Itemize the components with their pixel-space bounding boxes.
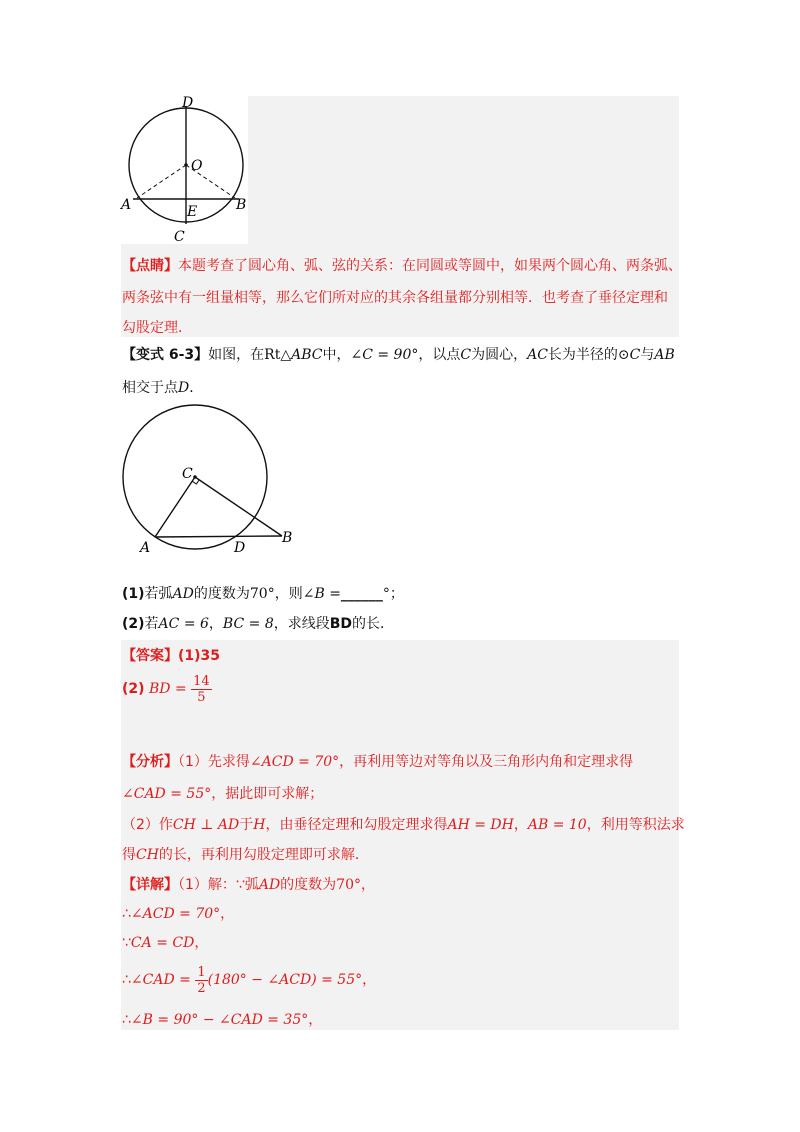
comment-line-2: 两条弦中有一组量相等，那么它们所对应的其余各组量都分别相等．也考查了垂径定理和 xyxy=(122,290,668,306)
fig1-label-o: O xyxy=(191,158,203,174)
question-2: (2)若AC = 6，BC = 8，求线段BD的长． xyxy=(122,616,395,632)
analysis-line-3: （2）作CH ⊥ AD于H，由垂径定理和勾股定理求得AH = DH，AB = 10，利用等积法求 xyxy=(122,817,685,833)
figure-right-triangle-circle xyxy=(118,400,298,560)
detail-fraction: $\frac{1}{2}$ xyxy=(197,964,206,996)
answer-line-1: 【答案】(1)35 xyxy=(122,648,221,664)
comment-line-1: 【点睛】本题考查了圆心角、弧、弦的关系：在同圆或等圆中，如果两个圆心角、两条弧、 xyxy=(122,258,682,274)
figure-circle-chord xyxy=(118,96,248,244)
fig2-label-a: A xyxy=(140,540,151,556)
fig2-label-c: C xyxy=(182,466,193,482)
detail-line-2: ∴∠ACD = 70°， xyxy=(122,906,235,922)
question-1: (1)若弧AD的度数为70°，则∠B =______°； xyxy=(122,586,404,602)
detail-line-4: ∴∠CAD = $\frac{1}{2}$ (180° − ∠ACD) = 55°， xyxy=(122,964,377,996)
detail-line-5: ∴∠B = 90° − ∠CAD = 35°， xyxy=(122,1012,323,1028)
fig2-label-b: B xyxy=(282,530,293,546)
answer-line-2: (2) BD = $\frac{14}{5}$ xyxy=(122,673,210,705)
analysis-line-2: ∠CAD = 55°，据此即可求解； xyxy=(122,786,324,802)
detail-line-1: 【详解】（1）解：∵弧AD的度数为70°， xyxy=(122,877,375,893)
fig1-label-b: B xyxy=(236,197,247,213)
fig1-label-e: E xyxy=(187,204,198,220)
fig1-label-d: D xyxy=(182,96,194,111)
fig1-label-a: A xyxy=(121,197,132,213)
comment-line-3: 勾股定理． xyxy=(122,320,192,336)
problem-line-2: 相交于点D． xyxy=(122,380,204,396)
fig2-label-d: D xyxy=(234,540,246,556)
fig1-label-c: C xyxy=(174,229,185,244)
answer-fraction: $\frac{14}{5}$ xyxy=(193,673,210,705)
problem-line-1: 【变式 6-3】如图，在Rt△ABC中，∠C = 90°，以点C为圆心，AC长为半径的⊙C与AB xyxy=(122,347,675,363)
analysis-line-4: 得CH的长，再利用勾股定理即可求解． xyxy=(122,847,369,863)
detail-line-3: ∵CA = CD， xyxy=(122,935,209,951)
analysis-line-1: 【分析】（1）先求得∠ACD = 70°，再利用等边对等角以及三角形内角和定理求得 xyxy=(122,754,634,770)
answer-blank: ______ xyxy=(340,586,383,602)
